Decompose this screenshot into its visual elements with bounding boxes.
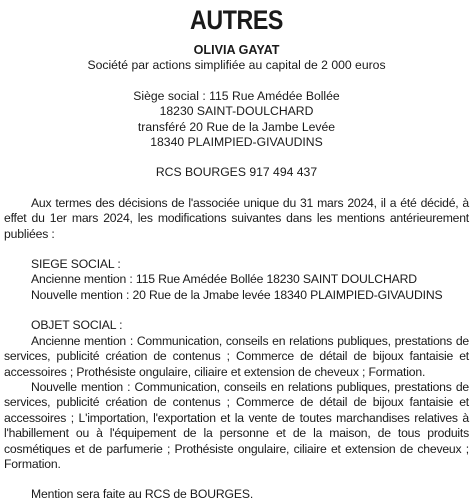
address-block xyxy=(4,89,469,151)
objet-nouvelle-line: Formation. xyxy=(4,456,61,471)
objet-nouvelle-line: accessoires ; L'importation, l'exportation et la vente de toutes marchandises relatives à xyxy=(4,410,469,425)
objet-nouvelle-line: Nouvelle mention : Communication, conseils en relations publiques, prestations de xyxy=(31,379,469,394)
siege-section xyxy=(4,257,469,303)
siege-title: SIEGE SOCIAL : xyxy=(31,257,121,272)
intro-line: publiées : xyxy=(4,226,55,241)
company-type: Société par actions simplifiée au capital de 2 000 euros xyxy=(87,58,386,73)
objet-nouvelle-line: cosmétiques et de parfumerie ; Prothésiste ongulaire, ciliaire et extension de cheveux ; xyxy=(4,441,469,456)
section-heading: AUTRES xyxy=(190,5,283,35)
objet-ancienne-line: accessoires ; Prothésiste ongulaire, ciliaire et extension de cheveux ; Formation. xyxy=(4,364,426,379)
siege-nouvelle: Nouvelle mention : 20 Rue de la Jmabe levée 18340 PLAIMPIED-GIVAUDINS xyxy=(31,287,443,302)
intro-paragraph xyxy=(4,196,469,242)
address-line: Siège social : 115 Rue Amédée Bollée xyxy=(133,88,340,103)
objet-section xyxy=(4,318,469,472)
objet-nouvelle-line: l'habillement ou à l'équipement de la personne et de la maison, de tous produits xyxy=(4,426,469,441)
intro-line: Aux termes des décisions de l'associée unique du 31 mars 2024, il a été décidé, à xyxy=(31,195,469,210)
address-line: 18230 SAINT-DOULCHARD xyxy=(159,104,314,119)
company-name: OLIVIA GAYAT xyxy=(193,43,280,57)
closing-statement: Mention sera faite au RCS de BOURGES. xyxy=(31,487,254,502)
objet-ancienne-line: services, publicité création de contenus ; Commerce de détail de bijoux fantaisie et xyxy=(4,349,469,364)
objet-ancienne-line: Ancienne mention : Communication, conseils en relations publiques, prestations de xyxy=(31,333,469,348)
objet-title: OBJET SOCIAL : xyxy=(31,318,123,333)
objet-nouvelle-line: services, publicité création de contenus ; Commerce de détail de bijoux fantaisie et xyxy=(4,395,469,410)
rcs-number: RCS BOURGES 917 494 437 xyxy=(155,165,318,180)
legal-notice xyxy=(0,5,473,502)
intro-line: effet du 1er mars 2024, les modifications suivantes dans les mentions antérieurement xyxy=(4,211,469,226)
siege-ancienne: Ancienne mention : 115 Rue Amédée Bollée 18230 SAINT DOULCHARD xyxy=(31,272,417,287)
address-line: 18340 PLAIMPIED-GIVAUDINS xyxy=(150,135,323,150)
address-line: transféré 20 Rue de la Jambe Levée xyxy=(137,119,336,134)
